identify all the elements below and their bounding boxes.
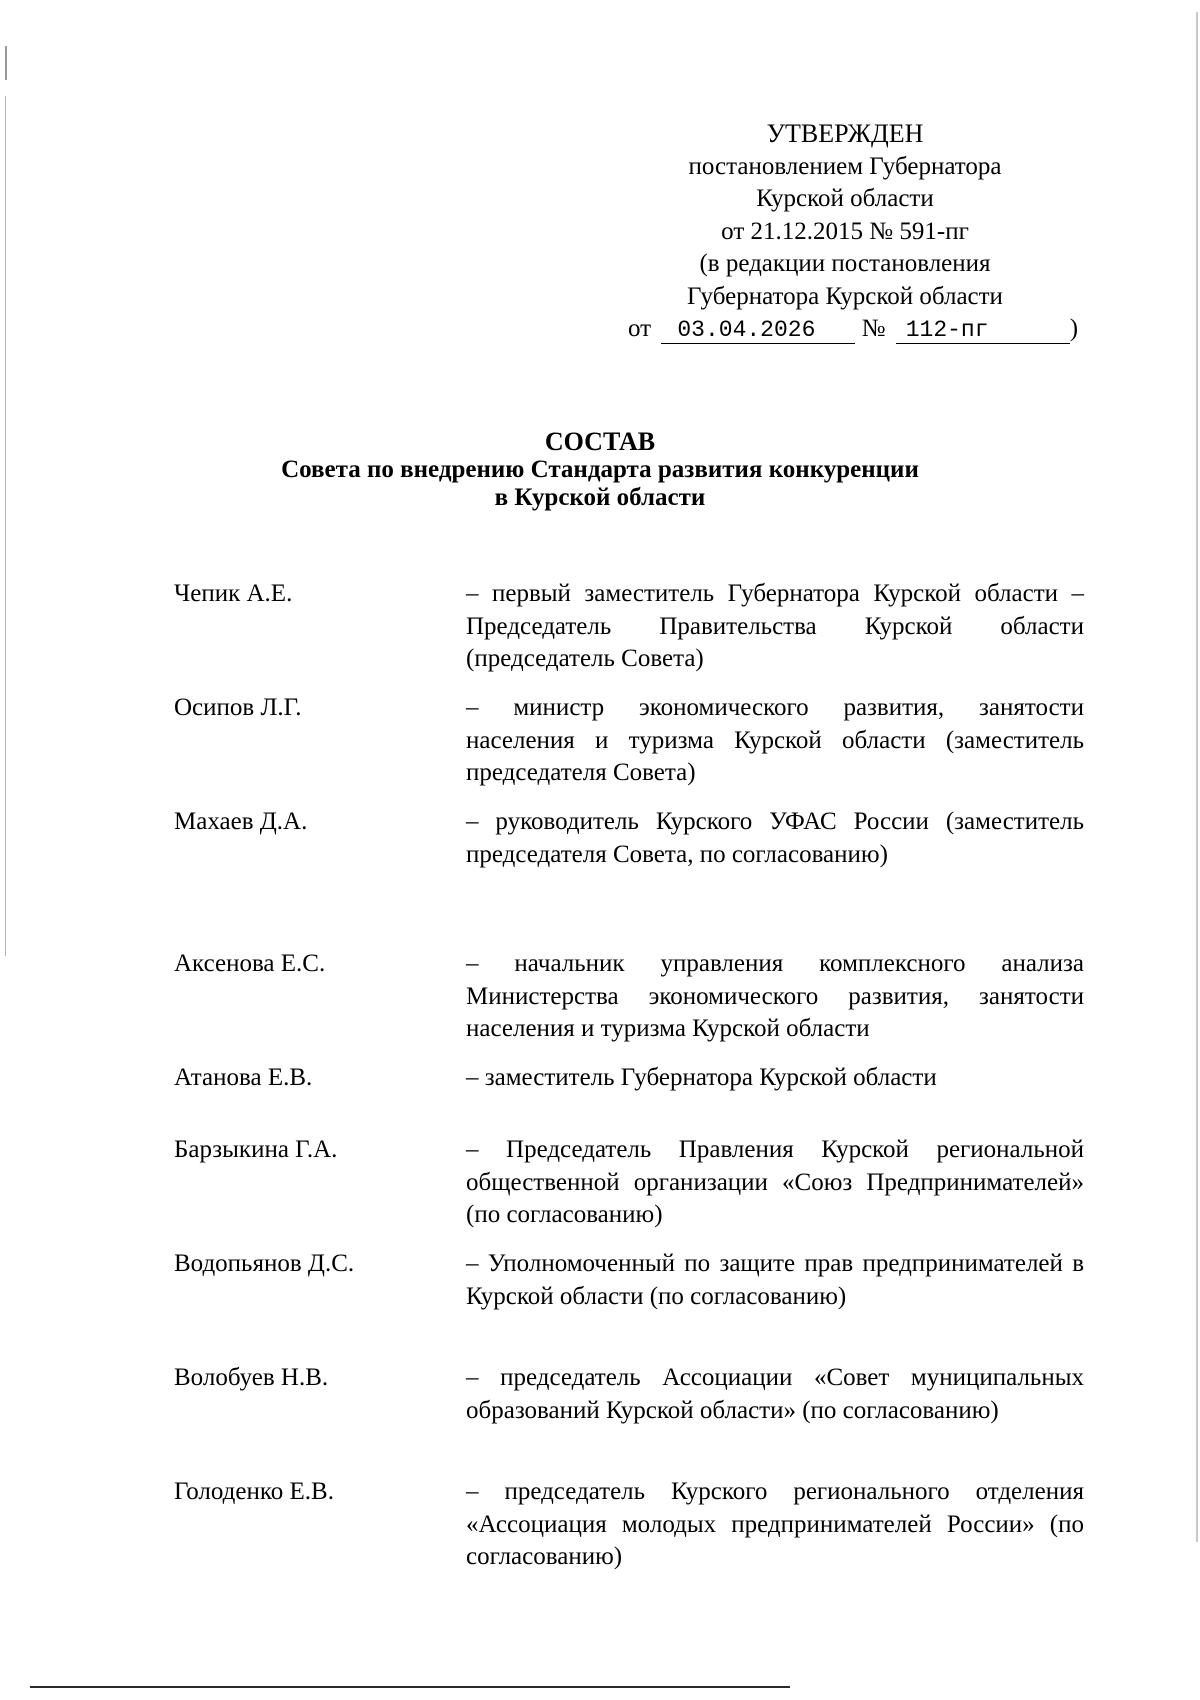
amendment-line — [628, 313, 1079, 346]
approval-line: от 21.12.2015 № 591-пг — [721, 217, 969, 245]
member-name: Аксенова Е.С. — [174, 950, 326, 977]
member-name: Голоденко Е.В. — [174, 1478, 334, 1505]
member-role: – министр экономического развития, занятости населения и туризма Курской области (заместитель председателя Совета) — [466, 694, 1084, 786]
document-subtitle-line: в Курской области — [494, 484, 706, 511]
member-name: Атанова Е.В. — [174, 1064, 313, 1091]
amendment-close-paren: ) — [1069, 315, 1079, 342]
amendment-number-sign: № — [861, 315, 886, 342]
member-name: Чепик А.Е. — [174, 580, 293, 607]
approval-line: постановлением Губернатора — [688, 152, 1002, 180]
document-title: СОСТАВ — [544, 427, 656, 456]
amendment-date: 03.04.2026 — [661, 317, 855, 344]
member-role: – председатель Курского регионального отделения «Ассоциация молодых предпринимателей России» (по согласованию) — [466, 1478, 1084, 1570]
scan-bottom-rule — [30, 1686, 790, 1688]
member-role: – первый заместитель Губернатора Курской области – Председатель Правительства Курской области (председатель Совета) — [466, 580, 1084, 672]
member-name: Осипов Л.Г. — [174, 694, 302, 721]
member-role: – заместитель Губернатора Курской области — [466, 1064, 937, 1091]
member-role: – Уполномоченный по защите прав предпринимателей в Курской области (по согласованию) — [466, 1250, 1084, 1310]
member-role: – руководитель Курского УФАС России (заместитель председателя Совета, по согласованию) — [466, 808, 1084, 868]
scan-edge-mark — [1196, 12, 1198, 1542]
amendment-number: 112-пг — [896, 317, 1070, 344]
member-role: – председатель Ассоциации «Совет муниципальных образований Курской области» (по согласованию) — [466, 1364, 1084, 1424]
approval-line: Губернатора Курской области — [687, 282, 1003, 310]
scan-edge-mark — [5, 96, 6, 956]
member-role: – начальник управления комплексного анализа Министерства экономического развития, занятости населения и туризма Курской области — [466, 950, 1084, 1042]
approval-stamp-block — [628, 118, 1079, 346]
member-role: – Председатель Правления Курской региональной общественной организации «Союз Предпринимателей» (по согласованию) — [466, 1136, 1084, 1228]
document-subtitle-line: Совета по внедрению Стандарта развития конкуренции — [281, 456, 919, 483]
approval-line: Курской области — [756, 185, 934, 212]
amendment-from-prefix: от — [628, 315, 652, 342]
member-name: Махаев Д.А. — [174, 808, 308, 835]
scan-edge-mark — [5, 46, 7, 80]
approval-line: (в редакции постановления — [699, 250, 991, 277]
approval-heading: УТВЕРЖДЕН — [766, 119, 924, 148]
member-name: Водопьянов Д.С. — [174, 1250, 355, 1277]
member-name: Волобуев Н.В. — [174, 1364, 329, 1391]
document-title-block — [200, 428, 1000, 512]
member-name: Барзыкина Г.А. — [174, 1136, 338, 1163]
